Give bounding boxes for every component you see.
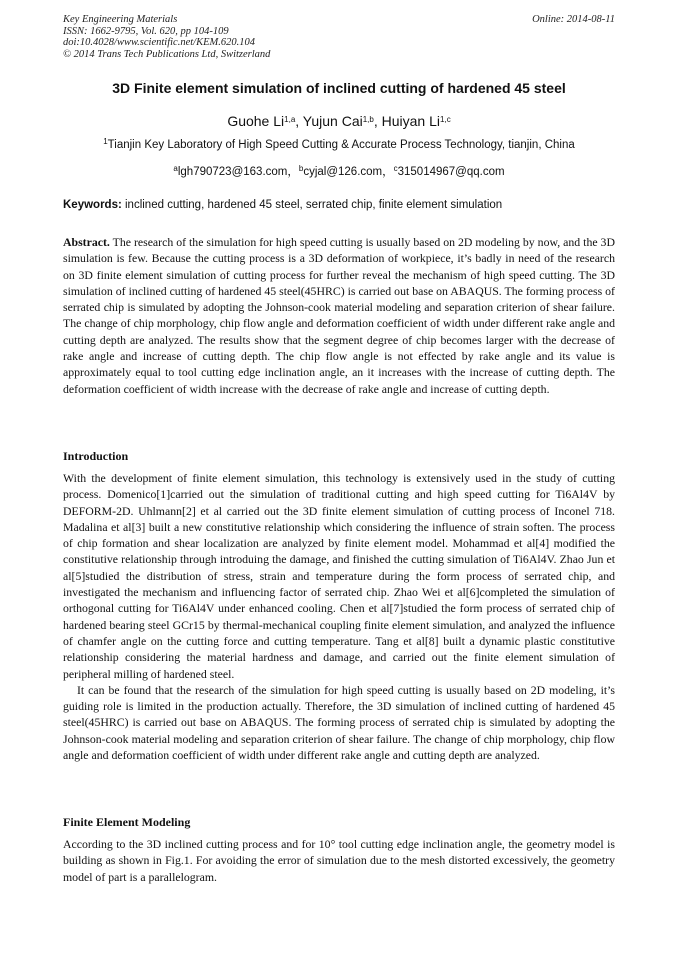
email-mark: a [173, 164, 178, 173]
online-date: Online: 2014-08-11 [532, 14, 615, 25]
email-address: lgh790723@163.com [177, 166, 288, 178]
author-name: Yujun Cai [302, 113, 363, 129]
email-address: cyjal@126.com [303, 166, 383, 178]
paper-title: 3D Finite element simulation of inclined cutting of hardened 45 steel [112, 80, 566, 96]
email-separator: ， [287, 166, 299, 178]
copyright-line: © 2014 Trans Tech Publications Ltd, Switzerland [63, 48, 271, 60]
email-mark: c [393, 164, 398, 173]
section-heading-fem: Finite Element Modeling [63, 815, 191, 829]
keywords [63, 199, 615, 211]
section-heading-introduction: Introduction [63, 449, 129, 463]
author-list [40, 113, 638, 129]
issn-line: ISSN: 1662-9795, Vol. 620, pp 104-109 [63, 25, 229, 37]
abstract-label: Abstract. [63, 235, 110, 249]
keywords-label: Keywords: [63, 199, 122, 211]
author-name: Guohe Li [227, 113, 285, 129]
affiliation [40, 139, 638, 151]
email-separator: ， [382, 166, 394, 178]
email-list [40, 163, 638, 179]
author-name: Huiyan Li [381, 113, 441, 129]
abstract [63, 234, 615, 397]
author-separator: , [295, 113, 303, 129]
journal-header [63, 14, 615, 60]
author-affil-mark: 1,b [362, 115, 374, 124]
affiliation-text: Tianjin Key Laboratory of High Speed Cutting & Accurate Process Technology, tianjin, China [107, 139, 575, 151]
affiliation-mark: 1 [103, 137, 108, 146]
author-affil-mark: 1,c [440, 115, 451, 124]
paragraph: It can be found that the research of the simulation for high speed cutting is usually based on 2D modeling, it’s guiding role is limited in the production actually. Therefore, the 3D simulation of inclined cutting of hardened 45 steel(45HRC) is carried out base on ABAQUS. The forming process of serrated chip is simulated by adopting the Johnson-cook material modeling and separation criterion of shear failure. The change of chip morphology, chip flow angle and deformation coefficient of width under different rake angle and cutting depth are analyzed. [63, 682, 615, 763]
author-separator: , [373, 113, 382, 129]
abstract-text: The research of the simulation for high speed cutting is usually based on 2D modeling by now, and the 3D simulation is few. Because the cutting process is a 3D deformation of workpiece, it’s badly in need of the research on 3D finite element simulation of cutting process for further reveal the mechanism of high speed cutting. The 3D simulation of inclined cutting of hardened 45 steel(45HRC) is carried out base on ABAQUS. The forming process of serrated chip is simulated by adopting the Johnson-cook material modeling and separation criterion of shear failure. The change of chip morphology, chip flow angle and deformation coefficient of width under different rake angle and cutting depth are analyzed. The results show that the segment degree of chip becomes larger with the decrease of rake angle and increase of cutting depth. The chip flow angle is not effected by rake angle and its value is approximately equal to tool cutting edge inclination angle, an it increases with the increase of cutting depth. The deformation coefficient of width increase with the decrease of rake angle and increase of cutting depth. [63, 235, 615, 396]
keywords-text: inclined cutting, hardened 45 steel, serrated chip, finite element simulation [125, 199, 503, 211]
journal-name: Key Engineering Materials [63, 14, 178, 25]
email-address: 315014967@qq.com [397, 166, 505, 178]
email-mark: b [298, 164, 304, 173]
fem-body: According to the 3D inclined cutting process and for 10° tool cutting edge inclination angle, the geometry model is building as shown in Fig.1. For avoiding the error of simulation due to the mesh distorted excessively, the geometry model of part is a parallelogram. [63, 837, 615, 884]
doi-line: doi:10.4028/www.scientific.net/KEM.620.104 [63, 37, 255, 48]
introduction-body [63, 470, 615, 763]
paragraph: With the development of finite element simulation, this technology is extensively used in the study of cutting process. Domenico[1]carried out the simulation of traditional cutting and high speed cutting for Ti6Al4V by DEFORM-2D. Uhlmann[2] et al carried out the 3D finite element simulation of cutting process of Inconel 718. Madalina et al[3] built a new constitutive relationship which considering the influence of strain soften. The process of chip formation and shear localization are analyzed by finite element model. Mohammad et al[4] modified the constitutive relationship through introduing the damage, and finished the cutting simulation of Ti6Al4V. Zhao Jun et al[5]studied the distribution of stress, strain and temperature during the form process of serrated chip, and investigated the mechanism and influencing factor of serrated chip. Zhao Wei et al[6]completed the simulation of orthogonal cutting for Ti6Al4V under enhanced cooling. Chen et al[7]studied the form process of serrated chip of hardened bearing steel GCr15 by thermal-mechanical coupling finite element simulation, and analyzed the influence of chamfer angle on the cutting force and cutting temperature. Tang et al[8] built a dynamic plastic constitutive relationship considering the material hardness and damage, and carried out the finite element simulation of peripheral milling of hardened steel. [63, 471, 615, 681]
author-affil-mark: 1,a [284, 115, 296, 124]
